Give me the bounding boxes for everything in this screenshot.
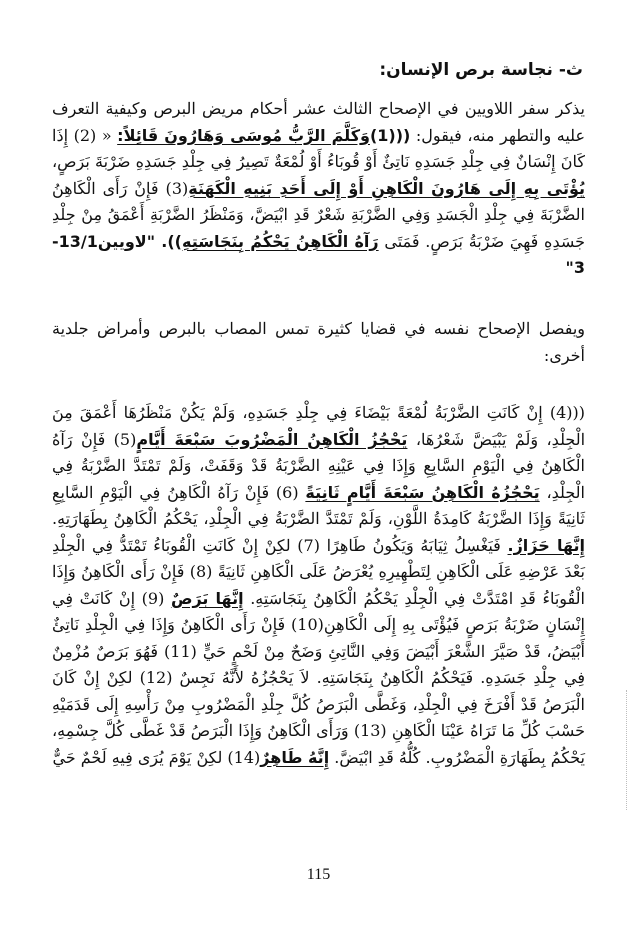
intro-paragraph (52, 96, 585, 282)
emphasized-verse: يَحْجُزُ الْكَاهِنُ الْمَضْرُوبَ سَبْعَةَ أَيَّامٍ (136, 429, 408, 449)
paragraph-text: ويفصل الإصحاح نفسه في قضايا كثيرة تمس المصاب بالبرص وأمراض جلدية أخرى: (52, 319, 585, 365)
verse-text: (5) فَإِنْ رَآهُ الْكَاهِنُ فِي الْيَوْمِ السَّابِعِ وَإِذَا فِي عَيْنِهِ الضَّرْبَةُ قَدْ وَقَفَتْ، وَلَمْ تَمْتَدَّ الضَّرْبَةُ فِي الْجِلْدِ، (52, 429, 585, 502)
paragraph-text (52, 96, 585, 282)
verse-text: (3) فَإِنْ رَأَى الْكَاهِنُ الضَّرْبَةَ فِي جِلْدِ الْجَسَدِ وَفِي الضَّرْبَةِ شَعْرٌ قَدِ ابْيَضَّ، وَمَنْظَرُ الضَّرْبَةِ أَعْمَقُ مِنْ جِلْدِ جَسَدِهِ فَهِيَ ضَرْبَةُ بَرَصٍ. فَمَتَى (52, 178, 586, 251)
verse-text: (((4) إِنْ كَانَتِ الضَّرْبَةُ لُمْعَةً بَيْضَاءَ فِي جِلْدِ جَسَدِهِ، وَلَمْ يَكُنْ مَنْظَرُهَا أَعْمَقَ مِنَ الْجِلْدِ، وَلَمْ يَبْيَضَّ شَعْرُهَا، (52, 403, 586, 449)
emphasized-verse: إِنَّهُ طَاهِرٌ (260, 747, 330, 767)
section-heading: ث- نجاسة برص الإنسان: (379, 60, 583, 80)
transition-paragraph (52, 316, 585, 369)
emphasized-verse: إِنَّهَا حَزَازٌ. (507, 535, 586, 555)
intro-sentence: يذكر سفر اللاويين في الإصحاح الثالث عشر أحكام مريض البرص وكيفية التعرف عليه والتطهر منه، فيقول: (52, 99, 586, 145)
verse-text: فَيَغْسِلُ ثِيَابَهُ وَيَكُونُ طَاهِرًا (7) لكِنْ إِنْ كَانَتِ الْقُوبَاءُ تَمْتَدُّ فِي الْجِلْدِ بَعْدَ عَرْضِهِ عَلَى الْكَاهِنِ لِتَطْهِيرِهِ يُعْرَضُ عَلَى الْكَاهِنِ ثَانِيَةً (8) فَإِنْ رَأَى الْكَاهِنُ وَإِذَا الْقُوبَاءُ قَدِ امْتَدَّتْ فِي الْجِلْدِ يَحْكُمُ الْكَاهِنُ بِنَجَاسَتِهِ. (52, 535, 585, 608)
quote-paragraph (52, 400, 585, 771)
emphasized-verse: وَكَلَّمَ الرَّبُّ مُوسَى وَهَارُونَ قَائِلاً: (117, 125, 370, 145)
emphasized-verse: يَحْجُزُهُ الْكَاهِنُ سَبْعَةَ أَيَّامٍ ثَانِيَةً (305, 482, 540, 502)
verse-text: (6) فَإِنْ رَآهُ الْكَاهِنُ فِي الْيَوْمِ السَّابِعِ ثَانِيَةً وَإِذَا الضَّرْبَةُ كَامِدَةُ اللَّوْنِ، وَلَمْ تَمْتَدَّ الضَّرْبَةُ فِي الْجِلْدِ، يَحْكُمُ الْكَاهِنُ بِطَهَارَتِهِ. (52, 482, 585, 528)
paragraph-text (52, 400, 585, 771)
verse-marker: (((1) (369, 125, 411, 145)
page-number: 115 (306, 866, 331, 883)
verse-reference: )). "لاويين13/1-3" (52, 231, 585, 277)
verse-text: (9) إِنْ كَانَتْ فِي إِنْسَانٍ ضَرْبَةُ بَرَصٍ فَيُؤْتَى بِهِ إِلَى الْكَاهِنِ(10) فَإِنْ رَأَى الْكَاهِنُ وَإِذَا فِي الْجِلْدِ نَاتِئٌ أَبْيَضُ، قَدْ صَيَّرَ الشَّعْرَ أَبْيَضَ وَفِي النَّاتِئِ وَضَحٌ مِنْ لَحْمٍ حَيٍّ (11) فَهُوَ بَرَصٌ مُزْمِنٌ فِي جِلْدِ جَسَدِهِ. فَيَحْكُمُ الْكَاهِنُ بِنَجَاسَتِهِ. لاَ يَحْجُزُهُ لأَنَّهُ نَجِسٌ (12) لكِنْ إِنْ كَانَ الْبَرَصُ قَدْ أَفْرَخَ فِي الْجِلْدِ، وَغَطَّى الْبَرَصُ كُلَّ جِلْدِ الْمَضْرُوبِ مِنْ رَأْسِهِ إِلَى قَدَمَيْهِ حَسْبَ كُلِّ مَا تَرَاهُ عَيْنَا الْكَاهِنِ (13) وَرَأَى الْكَاهِنُ وَإِذَا الْبَرَصُ قَدْ غَطَّى كُلَّ جِسْمِهِ، يَحْكُمُ بِطَهَارَةِ الْمَضْرُوبِ. كُلُّهُ قَدِ ابْيَضَّ. (52, 588, 586, 767)
emphasized-verse: إِنَّهَا بَرَصٌ (170, 588, 244, 608)
verse-text: (14) لكِنْ يَوْمَ يُرَى فِيهِ لَحْمٌ حَيٌّ (52, 747, 261, 767)
emphasized-verse: رَآهُ الْكَاهِنُ يَحْكُمُ بِنَجَاسَتِهِ (181, 231, 379, 251)
emphasized-verse: يُؤْتَى بِهِ إِلَى هَارُونَ الْكَاهِنِ أَوْ إِلَى أَحَدِ بَنِيهِ الْكَهَنَةِ (188, 178, 586, 198)
verse-text: « (2) إِذَا كَانَ إِنْسَانٌ فِي جِلْدِ جَسَدِهِ نَاتِئٌ أَوْ قُوبَاءُ أَوْ لُمْعَةٌ تَصِيرُ فِي جِلْدِ جَسَدِهِ ضَرْبَةَ بَرَصٍ، (52, 125, 585, 171)
scan-edge-mark (626, 690, 633, 810)
